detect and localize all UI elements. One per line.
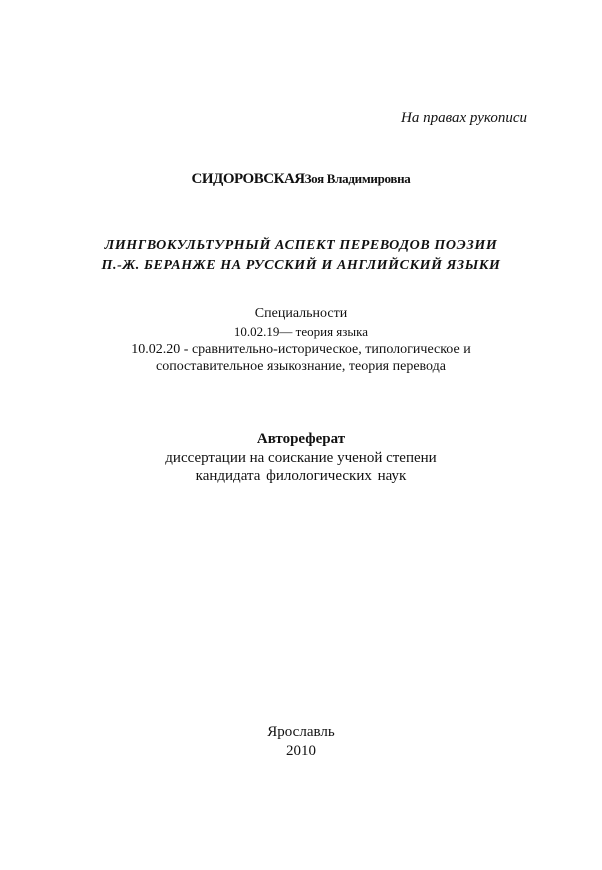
specialties-label: Специальности (254, 306, 348, 321)
abstract-subtitle-line-2: кандидата филологических наук (195, 468, 407, 484)
abstract-title: Автореферат (256, 431, 346, 447)
specialty-item-1: 10.02.19— теория языка (233, 324, 369, 339)
publication-city: Ярославль (267, 724, 335, 740)
author-given-names: Зоя Владимировна (304, 171, 411, 186)
specialty-item-2-line-1: 10.02.20 - сравнительно-историческое, типологическое и (131, 342, 471, 357)
author-name (0, 171, 602, 188)
author-surname: СИДОРОВСКАЯ (191, 171, 305, 187)
dissertation-title-line-1: ЛИНГВОКУЛЬТУРНЫЙ АСПЕКТ ПЕРЕВОДОВ ПОЭЗИИ (104, 238, 498, 253)
specialty-item-2-line-2: сопоставительное языкознание, теория перевода (156, 359, 446, 374)
abstract-subtitle-line-1: диссертации на соискание ученой степени (165, 450, 437, 466)
rights-note: На правах рукописи (401, 110, 527, 126)
dissertation-title-line-2: П.-Ж. БЕРАНЖЕ НА РУССКИЙ И АНГЛИЙСКИЙ ЯЗЫКИ (101, 258, 501, 273)
publication-year: 2010 (286, 743, 316, 759)
